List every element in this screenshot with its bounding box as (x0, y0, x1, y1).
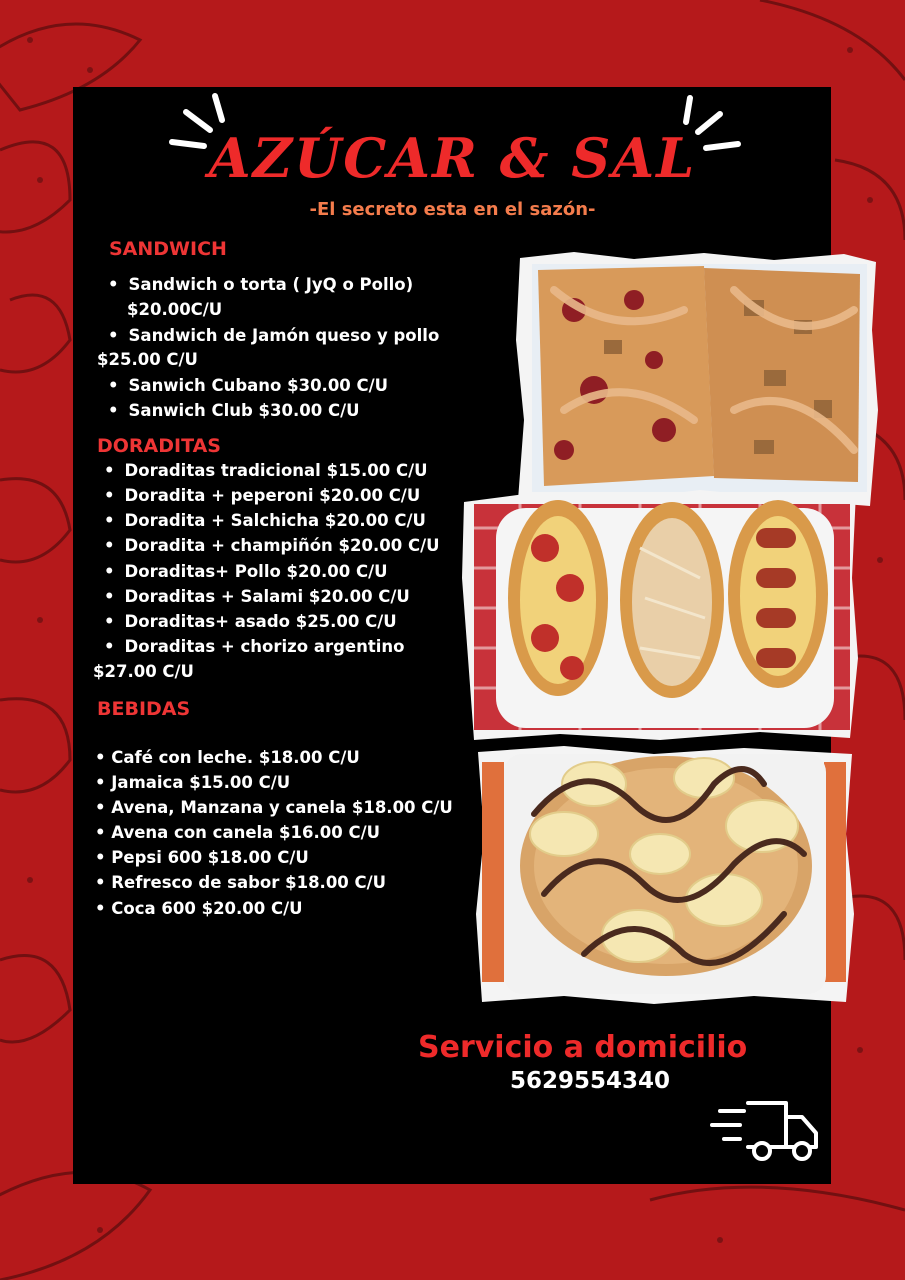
menu-item: • Doraditas tradicional $15.00 C/U (104, 459, 428, 483)
menu-item: • Jamaica $15.00 C/U (95, 773, 291, 792)
menu-item: • Doraditas + Salami $20.00 C/U (104, 585, 410, 609)
menu-item: • Avena con canela $16.00 C/U (95, 823, 380, 842)
menu-item-price: $27.00 C/U (93, 662, 194, 681)
menu-item: • Sanwich Club $30.00 C/U (108, 399, 360, 423)
menu-item: • Avena, Manzana y canela $18.00 C/U (95, 798, 453, 817)
sandwich-photo (514, 250, 880, 510)
menu-item: • Pepsi 600 $18.00 C/U (95, 848, 309, 867)
menu-item-price: $25.00 C/U (97, 350, 198, 369)
menu-item: • Doradita + peperoni $20.00 C/U (104, 484, 420, 508)
menu-item: • Doradita + Salchicha $20.00 C/U (104, 509, 426, 533)
menu-item: • Coca 600 $20.00 C/U (95, 899, 303, 918)
menu-item: • Doraditas+ asado $25.00 C/U (104, 610, 397, 634)
dessert-photo (474, 744, 856, 1006)
menu-item: • Doraditas+ Pollo $20.00 C/U (104, 560, 388, 584)
menu-item: • Sandwich de Jamón queso y pollo (108, 324, 439, 348)
menu-item: • Sandwich o torta ( JyQ o Pollo) (108, 273, 413, 297)
menu-item: • Sanwich Cubano $30.00 C/U (108, 374, 388, 398)
doraditas-photo (460, 488, 860, 744)
delivery-service-label: Servicio a domicilio (418, 1030, 748, 1065)
phone-number: 5629554340 (510, 1068, 671, 1094)
menu-item-price: $20.00C/U (127, 300, 223, 319)
menu-item: • Refresco de sabor $18.00 C/U (95, 873, 387, 892)
section-heading-doraditas: DORADITAS (97, 435, 221, 457)
delivery-truck-icon (710, 1095, 822, 1165)
section-heading-sandwich: SANDWICH (109, 238, 227, 260)
menu-item: • Café con leche. $18.00 C/U (95, 748, 360, 767)
menu-item: • Doradita + champiñón $20.00 C/U (104, 534, 440, 558)
brand-slogan: -El secreto esta en el sazón- (309, 199, 596, 220)
menu-item: • Doraditas + chorizo argentino (104, 635, 404, 659)
section-heading-bebidas: BEBIDAS (97, 698, 191, 720)
brand-title: AZÚCAR & SAL (208, 126, 697, 190)
